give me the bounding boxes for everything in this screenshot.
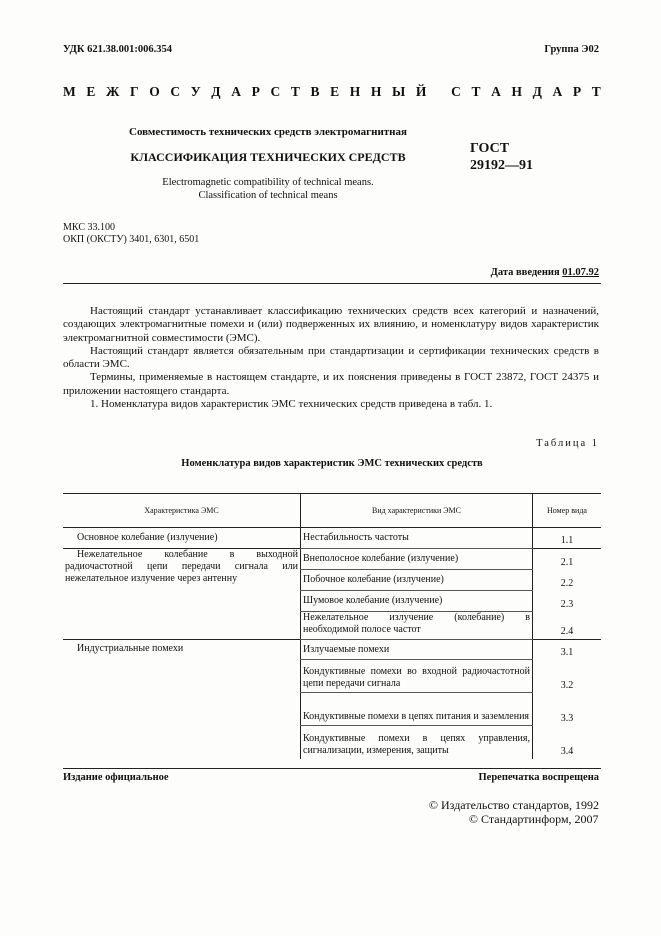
table-row [63, 549, 601, 570]
title-en-line1: Electromagnetic compatibility of technical means. [162, 177, 374, 188]
effective-date [491, 267, 599, 278]
cell-number: 2.2 [560, 577, 574, 589]
header-divider [63, 283, 601, 284]
reprint-prohibited-label: Перепечатка воспрещена [478, 772, 599, 783]
cell-characteristic: Нежелательное колебание в выходной радиочастотной цепи передачи сигнала или нежелательное излучение через антенну [63, 549, 301, 640]
classification-codes [63, 222, 199, 246]
ems-table [63, 493, 601, 759]
copyright-line: © Издательство стандартов, 1992 [428, 798, 599, 812]
cell-number: 2.4 [560, 626, 574, 637]
udk-code: УДК 621.38.001:006.354 [63, 44, 172, 55]
banner-letter: Н [349, 84, 361, 99]
banner-letter: В [310, 84, 320, 99]
cell-kind: Излучаемые помехи [301, 640, 533, 660]
banner-letter: Ы [392, 84, 406, 99]
interstate-standard-banner [63, 84, 601, 100]
banner-letter: С [451, 84, 461, 99]
gost-designation [470, 140, 533, 174]
copyright-line: © Стандартинформ, 2007 [468, 812, 599, 826]
title-ru-line1: Совместимость технических средств электромагнитная [129, 126, 407, 138]
cell-kind: Кондуктивные помехи во входной радиочастотной цепи передачи сигнала [301, 660, 533, 693]
cell-kind: Побочное колебание (излучение) [301, 570, 533, 591]
title-en [120, 176, 416, 202]
table-caption: Таблица 1 [536, 438, 599, 449]
banner-letter: Т [591, 84, 601, 99]
cell-number: 2.1 [533, 549, 602, 570]
cell-number: 1.1 [533, 528, 602, 549]
banner-letter: Н [511, 84, 522, 99]
title-ru-line2: КЛАССИФИКАЦИЯ ТЕХНИЧЕСКИХ СРЕДСТВ [130, 150, 406, 164]
column-header-number: Номер вида [533, 494, 602, 528]
title-en-line2: Classification of technical means [198, 190, 338, 201]
cell-kind: Нежелательное излучение (колебание) в необходимой полосе частот [301, 612, 533, 640]
effective-date-value: 01.07.92 [562, 267, 599, 278]
table-title: Номенклатура видов характеристик ЭМС технических средств [181, 458, 483, 469]
paragraph: Термины, применяемые в настоящем стандарте, и их пояснения приведены в ГОСТ 23872, ГОСТ 24375 и приложении настоящего стандарта. [63, 371, 599, 397]
banner-letter: А [491, 84, 501, 99]
group-code: Группа Э02 [544, 44, 599, 55]
banner-letter: А [231, 84, 241, 99]
banner-letter: Е [330, 84, 340, 99]
footer-divider [63, 768, 601, 769]
cell-kind: Шумовое колебание (излучение) [301, 591, 533, 612]
banner-letter: Р [572, 84, 582, 99]
table-row [63, 528, 601, 549]
banner-letter: А [552, 84, 563, 99]
table-header-row [63, 494, 601, 528]
banner-letter: Д [532, 84, 542, 99]
mks-code: МКС 33.100 [63, 222, 115, 233]
table-row [63, 640, 601, 660]
cell-number: 3.2 [560, 679, 574, 691]
banner-letter: Е [86, 84, 96, 99]
cell-kind: Кондуктивные помехи в цепях питания и заземления [301, 693, 533, 726]
banner-letter: Д [211, 84, 221, 99]
effective-date-label: Дата введения [490, 267, 563, 278]
cell-kind: Кондуктивные помехи в цепях управления, сигнализации, измерения, защиты [301, 726, 533, 759]
cell-characteristic: Индустриальные помехи [63, 640, 301, 759]
gost-number: 29192—91 [470, 158, 533, 173]
gost-label: ГОСТ [470, 141, 510, 156]
banner-letter: Ж [106, 84, 120, 99]
okp-code: ОКП (ОКСТУ) 3401, 6301, 6501 [63, 234, 200, 245]
banner-letter: Й [415, 84, 427, 99]
paragraph: 1. Номенклатура видов характеристик ЭМС технических средств приведена в табл. 1. [90, 398, 493, 411]
cell-number: 3.4 [560, 745, 574, 757]
banner-letter: С [270, 84, 281, 99]
column-header-kind: Вид характеристики ЭМС [301, 494, 533, 528]
banner-letter: Н [370, 84, 382, 99]
cell-number: 2.3 [560, 598, 574, 610]
banner-letter: Г [130, 84, 139, 99]
body-text [63, 305, 599, 411]
banner-letter: У [190, 84, 201, 99]
banner-letter: О [149, 84, 160, 99]
cell-kind: Внеполосное колебание (излучение) [301, 549, 533, 570]
banner-letter: М [63, 84, 76, 99]
copyright-block [429, 798, 599, 826]
cell-characteristic: Основное колебание (излучение) [63, 528, 301, 549]
cell-number: 3.3 [560, 712, 574, 724]
cell-number: 3.1 [533, 640, 602, 660]
banner-letter: Р [251, 84, 260, 99]
official-edition-label: Издание официальное [63, 772, 169, 783]
cell-kind: Нестабильность частоты [301, 528, 533, 549]
banner-letter: С [170, 84, 181, 99]
paragraph: Настоящий стандарт устанавливает классификацию технических средств всех категорий и назначений, создающих электромагнитные помехи и (или) подверженных их влиянию, и номенклатуру видов характеристик электромагнитной совместимости (ЭМС). [63, 305, 599, 344]
banner-letter: Т [290, 84, 300, 99]
banner-letter [437, 84, 440, 100]
banner-letter: Т [471, 84, 481, 99]
column-header-characteristic: Характеристика ЭМС [63, 494, 301, 528]
paragraph: Настоящий стандарт является обязательным при стандартизации и сертификации технических средств в области ЭМС. [63, 344, 599, 371]
